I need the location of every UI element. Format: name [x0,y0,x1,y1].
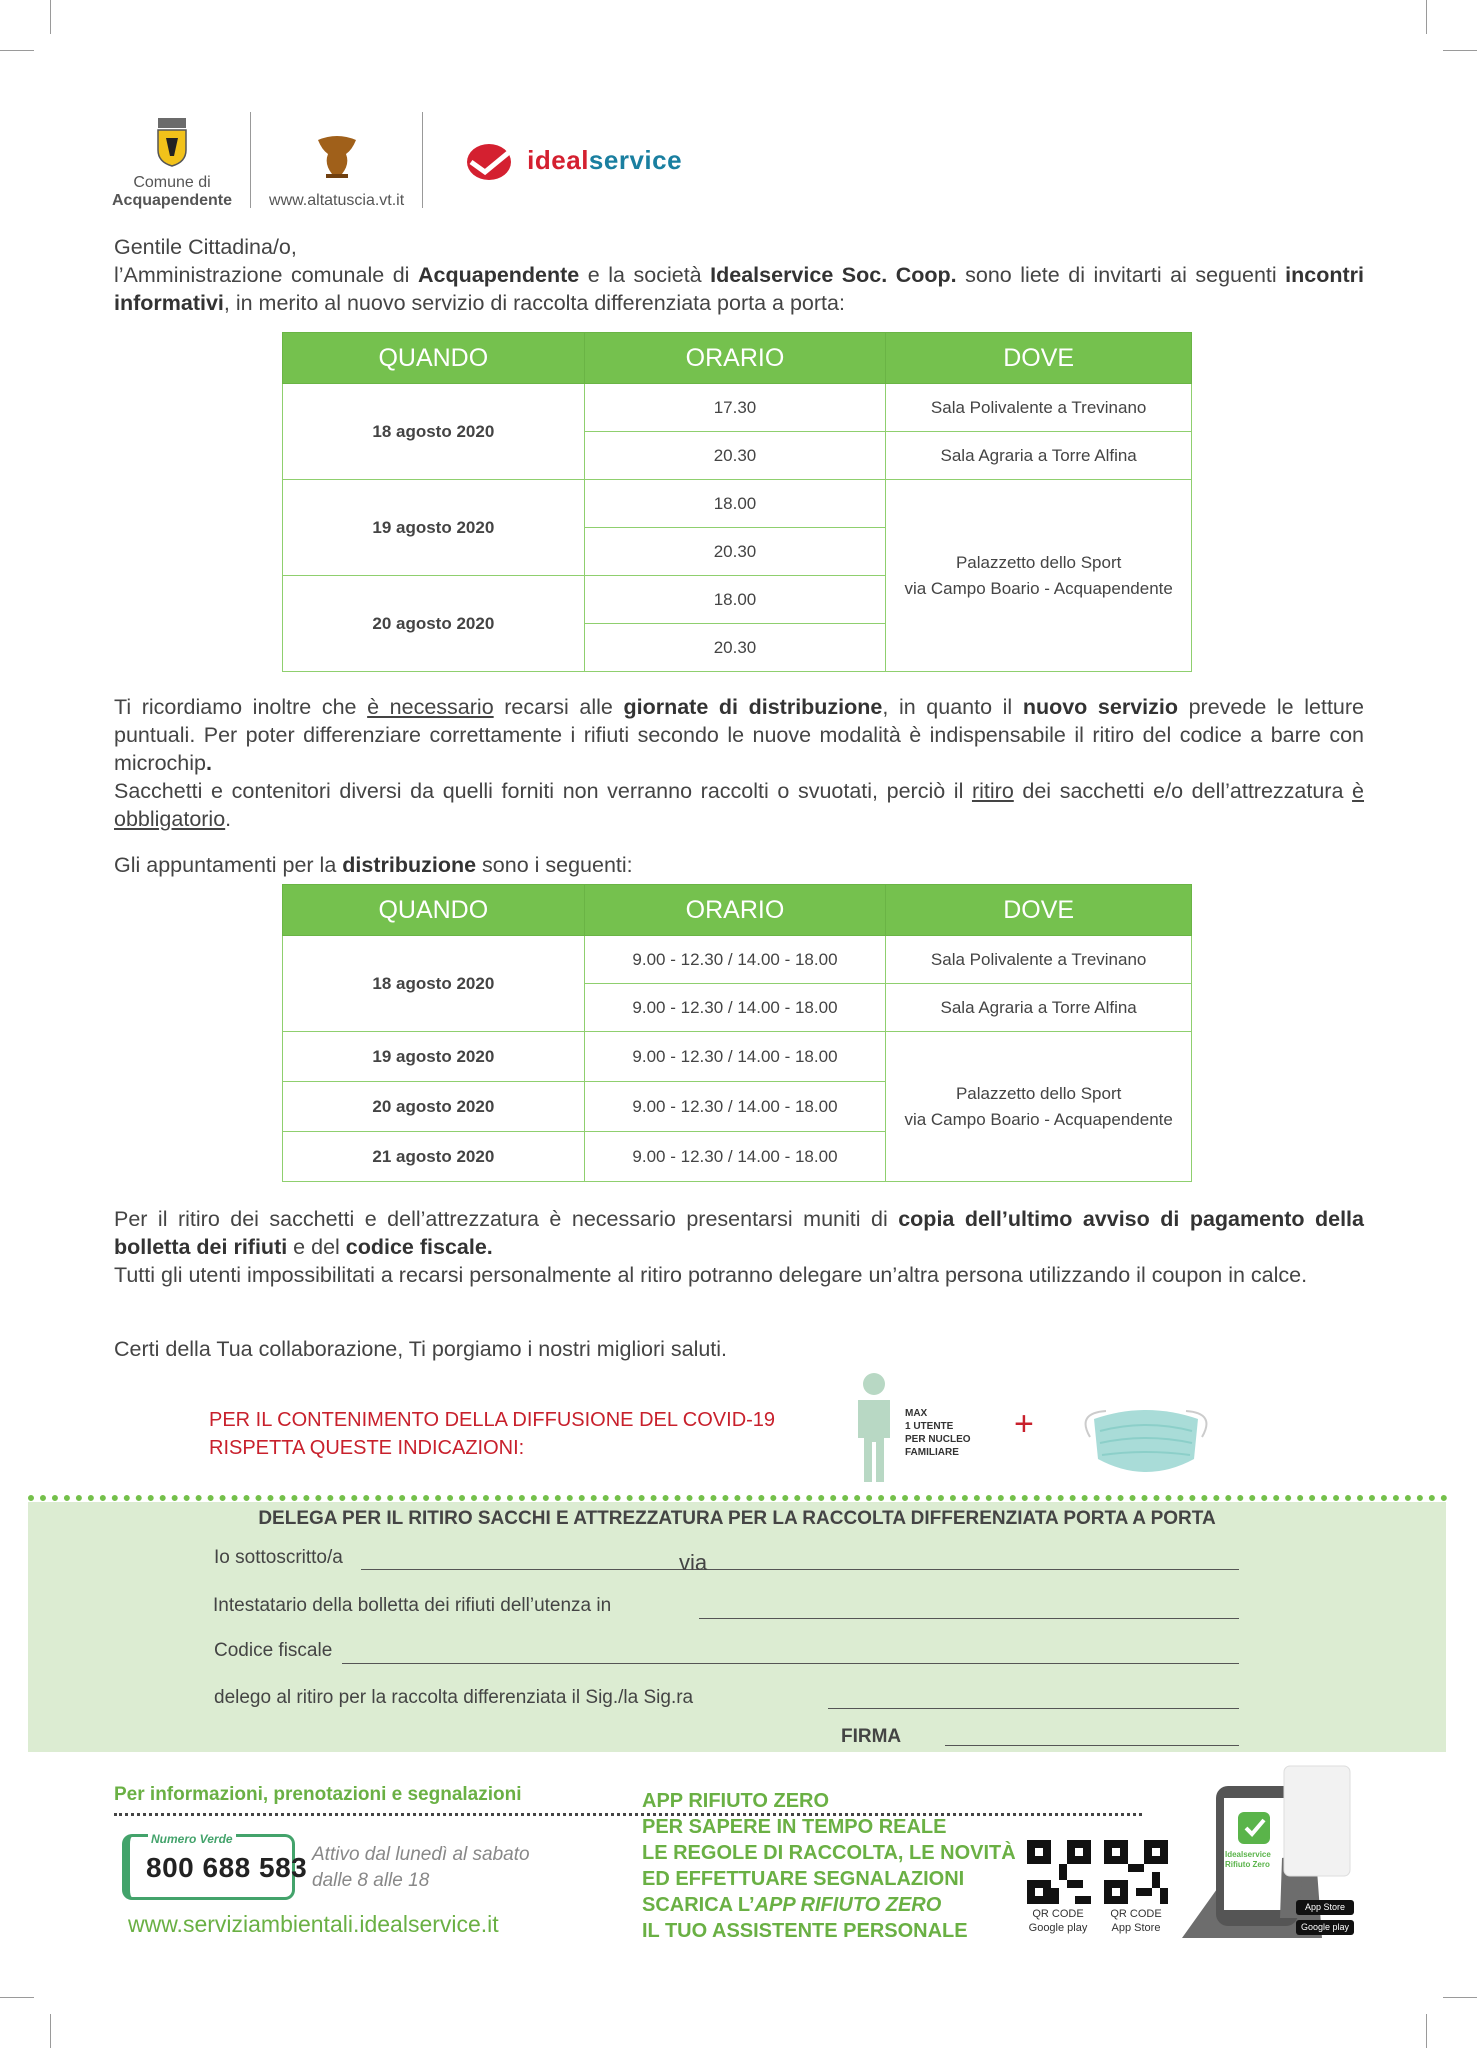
reminder-paragraph [114,693,1364,833]
time-cell: 9.00 - 12.30 / 14.00 - 18.00 [584,1132,886,1182]
header-logos [112,110,682,210]
brand-service: service [588,144,683,175]
delego-label: delego al ritiro per la raccolta differenziata il Sig./la Sig.ra [214,1687,694,1708]
palazzetto-name: Palazzetto dello Sport [955,1083,1122,1103]
col-header-dove: DOVE [886,885,1192,936]
date-cell: 18 agosto 2020 [283,384,585,480]
reminder-text-part: . [225,807,232,831]
distribution-intro-bold: distribuzione [342,853,477,877]
table-header-row [283,885,1192,936]
qr-caption-line: QR CODE [1032,1908,1084,1920]
app-store-badge[interactable]: App Store [1296,1900,1354,1915]
intestatario-label: Intestatario della bolletta dei rifiuti dell’utenza in [213,1595,612,1616]
table-row [283,384,1192,432]
crop-mark [50,0,51,34]
footer-info-title: Per informazioni, prenotazioni e segnalazioni [114,1784,522,1805]
reminder-text-part: Ti ricordiamo inoltre che [114,695,368,719]
reminder-text-part: recarsi alle [493,695,624,719]
app-promo-italic: APP RIFIUTO ZERO [754,1894,942,1916]
person-icon [852,1372,896,1484]
table-header-row [283,333,1192,384]
coat-of-arms-icon [154,116,190,168]
table-row [283,480,1192,528]
intro-text-part: e la società [579,263,711,287]
intro-idealservice: Idealservice Soc. Coop. [710,263,957,287]
distribution-intro-part: sono i seguenti: [476,853,633,877]
divider [250,112,251,208]
requirements-bolletta: copia dell’ultimo avviso di pagamento della bolletta dei rifiuti [114,1207,1364,1259]
reminder-text-part: Sacchetti e contenitori diversi da quelli forniti non verranno raccolti o svuotati, perciò il [114,779,972,803]
date-cell: 19 agosto 2020 [283,480,585,576]
qr-code-app-store-icon[interactable] [1104,1840,1168,1904]
intro-acquapendente: Acquapendente [417,263,580,287]
intro-text [114,261,1364,317]
app-promo-line: IL TUO ASSISTENTE PERSONALE [642,1920,968,1942]
palazzetto-name: Palazzetto dello Sport [955,552,1122,572]
plus-icon: + [1014,1405,1034,1443]
requirements-codice-fiscale: codice fiscale. [345,1235,493,1259]
comune-name-line1: Comune di [133,174,211,191]
app-promo-line: APP RIFIUTO ZERO [642,1790,830,1812]
distribution-table [282,884,1192,1182]
time-cell: 18.00 [584,480,886,528]
date-cell: 20 agosto 2020 [283,576,585,672]
col-header-orario: ORARIO [584,333,886,384]
reminder-nuovo-servizio: nuovo servizio [1022,695,1178,719]
crop-mark [1443,1997,1477,1998]
brand-name [527,145,682,176]
table-row [283,936,1192,984]
place-cell: Sala Polivalente a Trevinano [886,384,1192,432]
crop-mark [1426,2014,1427,2048]
max-users-line: FAMILIARE [905,1447,959,1458]
firma-field[interactable] [945,1745,1239,1746]
intro-paragraph [114,233,1364,317]
intro-text-part: sono liete di invitarti ai seguenti [956,263,1286,287]
requirements-paragraph [114,1205,1364,1289]
qr-code-google-play-icon[interactable] [1027,1840,1091,1904]
date-cell: 21 agosto 2020 [283,1132,585,1182]
time-cell: 9.00 - 12.30 / 14.00 - 18.00 [584,1082,886,1132]
reminder-sacchetti [114,777,1364,833]
delega-title: DELEGA PER IL RITIRO SACCHI E ATTREZZATURA PER LA RACCOLTA DIFFERENZIATA PORTA A PORTA [258,1508,1216,1529]
vase-icon [312,134,362,182]
crop-mark [0,1997,34,1998]
sottoscritto-field[interactable] [361,1569,1239,1570]
greeting: Gentile Cittadina/o, [114,235,297,259]
meetings-table [282,332,1192,672]
intro-text-part: l’Amministrazione comunale di [114,263,418,287]
reminder-text-part: dei sacchetti e/o dell’attrezzatura [1013,779,1353,803]
app-promo-part: SCARICA L’ [642,1894,755,1916]
app-promo [642,1788,1016,1944]
date-cell: 18 agosto 2020 [283,936,585,1032]
crop-mark [1443,50,1477,51]
time-cell: 20.30 [584,432,886,480]
phone-app-name-line: Rifiuto Zero [1225,1860,1270,1869]
crop-mark [1426,0,1427,34]
delega-coupon [28,1502,1446,1752]
col-header-orario: ORARIO [584,885,886,936]
idealservice-logo [459,136,682,184]
table-row [283,1032,1192,1082]
reminder-period: . [206,751,212,775]
covid-notice [209,1406,775,1462]
intestatario-field[interactable] [699,1618,1239,1619]
app-promo-line: ED EFFETTUARE SEGNALAZIONI [642,1868,965,1890]
distribution-intro-part: Gli appuntamenti per la [114,853,343,877]
google-play-badge[interactable]: Google play [1296,1920,1354,1935]
firma-label: FIRMA [841,1726,902,1747]
idealservice-swoosh-icon [459,136,523,184]
app-promo-line: LE REGOLE DI RACCOLTA, LE NOVITÀ [642,1842,1016,1864]
place-cell: Sala Agraria a Torre Alfina [886,432,1192,480]
col-header-dove: DOVE [886,333,1192,384]
place-cell-palazzetto [886,480,1192,672]
distribution-intro [114,851,1364,879]
date-cell: 20 agosto 2020 [283,1082,585,1132]
crop-mark [50,2014,51,2048]
cut-line [28,1495,1448,1501]
via-label: via [679,1550,708,1575]
hours-line: Attivo dal lunedì al sabato [312,1844,530,1865]
crop-mark [0,50,34,51]
reminder-ritiro: ritiro [971,779,1014,803]
time-cell: 9.00 - 12.30 / 14.00 - 18.00 [584,1032,886,1082]
reminder-obbligatorio: è obbligatorio [114,779,1365,831]
altatuscia-logo [269,134,404,210]
codice-fiscale-label: Codice fiscale [214,1640,333,1661]
codice-fiscale-field[interactable] [342,1663,1239,1664]
col-header-quando: QUANDO [283,885,585,936]
comune-name-line2: Acquapendente [112,192,233,209]
max-users-label [905,1407,971,1459]
time-cell: 17.30 [584,384,886,432]
phone-app-name-line: Idealservice [1225,1850,1271,1859]
hours-line: dalle 8 alle 18 [312,1870,430,1891]
app-promo-line: PER SAPERE IN TEMPO REALE [642,1816,947,1838]
covid-line2: RISPETTA QUESTE INDICAZIONI: [209,1437,525,1459]
footer-url[interactable]: www.serviziambientali.idealservice.it [128,1911,499,1937]
reminder-text-part: prevede le letture puntuali. Per poter differenziare correttamente i rifiuti secondo le nuove modalità è indispensabile il ritiro del codice a barre con microchip [114,695,1364,775]
qr-caption-line: App Store [1111,1922,1161,1934]
qr-caption-line: Google play [1028,1922,1088,1934]
comune-logo [112,116,232,210]
palazzetto-address: via Campo Boario - Acquapendente [904,578,1173,598]
requirements-text-part: Per il ritiro dei sacchetti e dell’attrezzatura è necessario presentarsi muniti di [114,1207,899,1231]
covid-line1: PER IL CONTENIMENTO DELLA DIFFUSIONE DEL COVID-19 [209,1409,776,1431]
time-cell: 9.00 - 12.30 / 14.00 - 18.00 [584,936,886,984]
max-users-line: 1 UTENTE [905,1421,954,1432]
time-cell: 20.30 [584,624,886,672]
intro-text-part: , in merito al nuovo servizio di raccolta differenziata porta a porta: [223,291,845,315]
place-cell-palazzetto [886,1032,1192,1182]
numero-verde-number[interactable]: 800 688 583 [146,1852,308,1883]
time-cell: 9.00 - 12.30 / 14.00 - 18.00 [584,984,886,1032]
reminder-necessario: è necessario [367,695,494,719]
place-cell: Sala Polivalente a Trevinano [886,936,1192,984]
time-cell: 18.00 [584,576,886,624]
reminder-giornate: giornate di distribuzione [623,695,883,719]
intro-incontri: incontri informativi [114,263,1365,315]
phone-app-name [1225,1850,1271,1870]
face-mask-icon [1076,1393,1216,1489]
place-cell: Sala Agraria a Torre Alfina [886,984,1192,1032]
altatuscia-url[interactable]: www.altatuscia.vt.it [269,192,405,209]
palazzetto-address: via Campo Boario - Acquapendente [904,1109,1173,1129]
col-header-quando: QUANDO [283,333,585,384]
divider [422,112,423,208]
qr-caption-appstore [1096,1907,1176,1935]
numero-verde-label: Numero Verde [148,1832,236,1846]
app-promo-line [642,1892,1016,1918]
brand-ideal: ideal [527,144,589,175]
requirements-delegate: Tutti gli utenti impossibilitati a recarsi personalmente al ritiro potranno delegare un’altra persona utilizzando il coupon in calce. [114,1263,1308,1287]
reminder-text-part: , in quanto il [882,695,1023,719]
qr-caption-google [1018,1907,1098,1935]
requirements-text-part: e del [287,1235,346,1259]
max-users-line: MAX [905,1408,928,1419]
max-users-line: PER NUCLEO [905,1434,971,1445]
sottoscritto-label: Io sottoscritto/a [214,1547,343,1568]
time-cell: 20.30 [584,528,886,576]
numero-verde-hours [312,1842,530,1894]
delegato-field[interactable] [828,1708,1239,1709]
date-cell: 19 agosto 2020 [283,1032,585,1082]
qr-caption-line: QR CODE [1110,1908,1162,1920]
closing-text: Certi della Tua collaborazione, Ti porgiamo i nostri migliori saluti. [114,1337,728,1361]
